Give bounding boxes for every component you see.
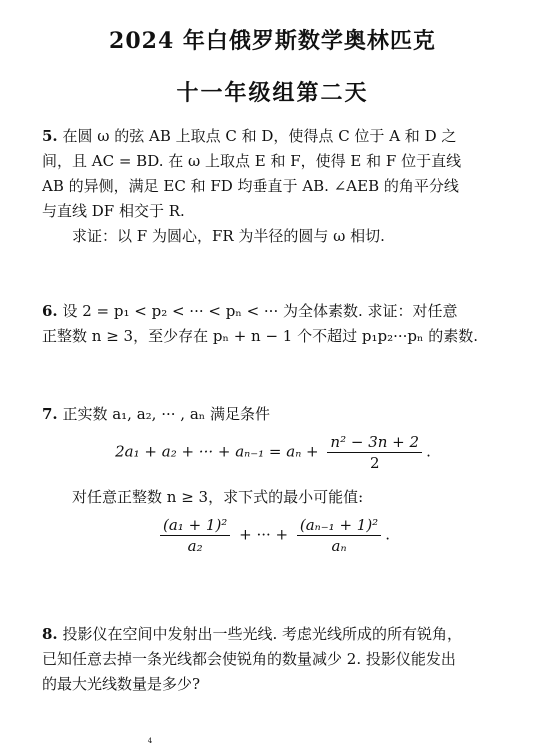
problem-7 <box>42 402 504 427</box>
eq2-fraction-1 <box>160 515 230 556</box>
problem-8-line-2: 已知任意去掉一条光线都会使锐角的数量减少 2. 投影仪能发出 <box>42 650 456 668</box>
document-title: 2024 年白俄罗斯数学奥林匹克 <box>109 28 436 54</box>
problem-5-text-1: 在圆 ω 的弦 AB 上取点 C 和 D，使得点 C 位于 A 和 D 之 <box>62 127 457 145</box>
eq2-middle: + ··· + <box>239 525 289 544</box>
page-number: 4 <box>147 737 153 745</box>
problem-5-line-5: 求证：以 F 为圆心，FR 为半径的圆与 ω 相切. <box>72 227 385 245</box>
problem-7-number: 7. <box>42 405 58 423</box>
document-subtitle: 十一年级组第二天 <box>176 80 369 106</box>
problem-6-line-2: 正整数 n ≥ 3，至少存在 pₙ + n − 1 个不超过 p₁p₂···pₙ 的素数. <box>42 327 479 345</box>
eq1-fraction <box>327 432 422 473</box>
eq1-end: . <box>426 442 431 461</box>
eq2-denominator-2: aₙ <box>331 537 347 555</box>
eq2-numerator-2: (aₙ₋₁ + 1)² <box>297 515 381 536</box>
problem-5-line-2: 间，且 AC = BD. 在 ω 上取点 E 和 F，使得 E 和 F 位于直线 <box>42 152 462 170</box>
problem-5-line-4: 与直线 DF 相交于 R. <box>42 202 185 220</box>
eq1-numerator: n² − 3n + 2 <box>327 432 422 453</box>
problem-8-number: 8. <box>42 625 58 643</box>
problem-7-text-1: 正实数 a₁, a₂, ··· , aₙ 满足条件 <box>62 405 271 423</box>
problem-5 <box>42 124 504 249</box>
eq2-end: . <box>385 525 390 544</box>
problem-8-line-1 <box>42 622 504 647</box>
problem-8 <box>42 622 504 697</box>
eq2-denominator-1: a₂ <box>187 537 203 555</box>
problem-5-number: 5. <box>42 127 58 145</box>
problem-7-equation-1 <box>42 432 504 473</box>
eq2-numerator-1: (a₁ + 1)² <box>160 515 230 536</box>
problem-6-line-1 <box>42 299 504 324</box>
problem-8-line-3: 的最大光线数量是多少? <box>42 675 201 693</box>
problem-7-line-2: 对任意正整数 n ≥ 3，求下式的最小可能值: <box>72 488 364 506</box>
problem-5-line-3: AB 的异侧，满足 EC 和 FD 均垂直于 AB. ∠AEB 的角平分线 <box>42 177 459 195</box>
problem-5-line-1 <box>42 124 504 149</box>
eq2-fraction-2 <box>297 515 381 556</box>
problem-7-line-1 <box>42 402 504 427</box>
problem-6 <box>42 299 504 349</box>
problem-8-text-1: 投影仪在空间中发射出一些光线. 考虑光线所成的所有锐角， <box>62 625 462 643</box>
problem-6-number: 6. <box>42 302 58 320</box>
problem-6-text-1: 设 2 = p₁ < p₂ < ··· < pₙ < ··· 为全体素数. 求证：对任意 <box>62 302 458 320</box>
eq1-left: 2a₁ + a₂ + ··· + aₙ₋₁ = aₙ + <box>115 442 319 461</box>
problem-7-equation-2 <box>42 515 504 556</box>
eq1-denominator: 2 <box>369 454 380 472</box>
